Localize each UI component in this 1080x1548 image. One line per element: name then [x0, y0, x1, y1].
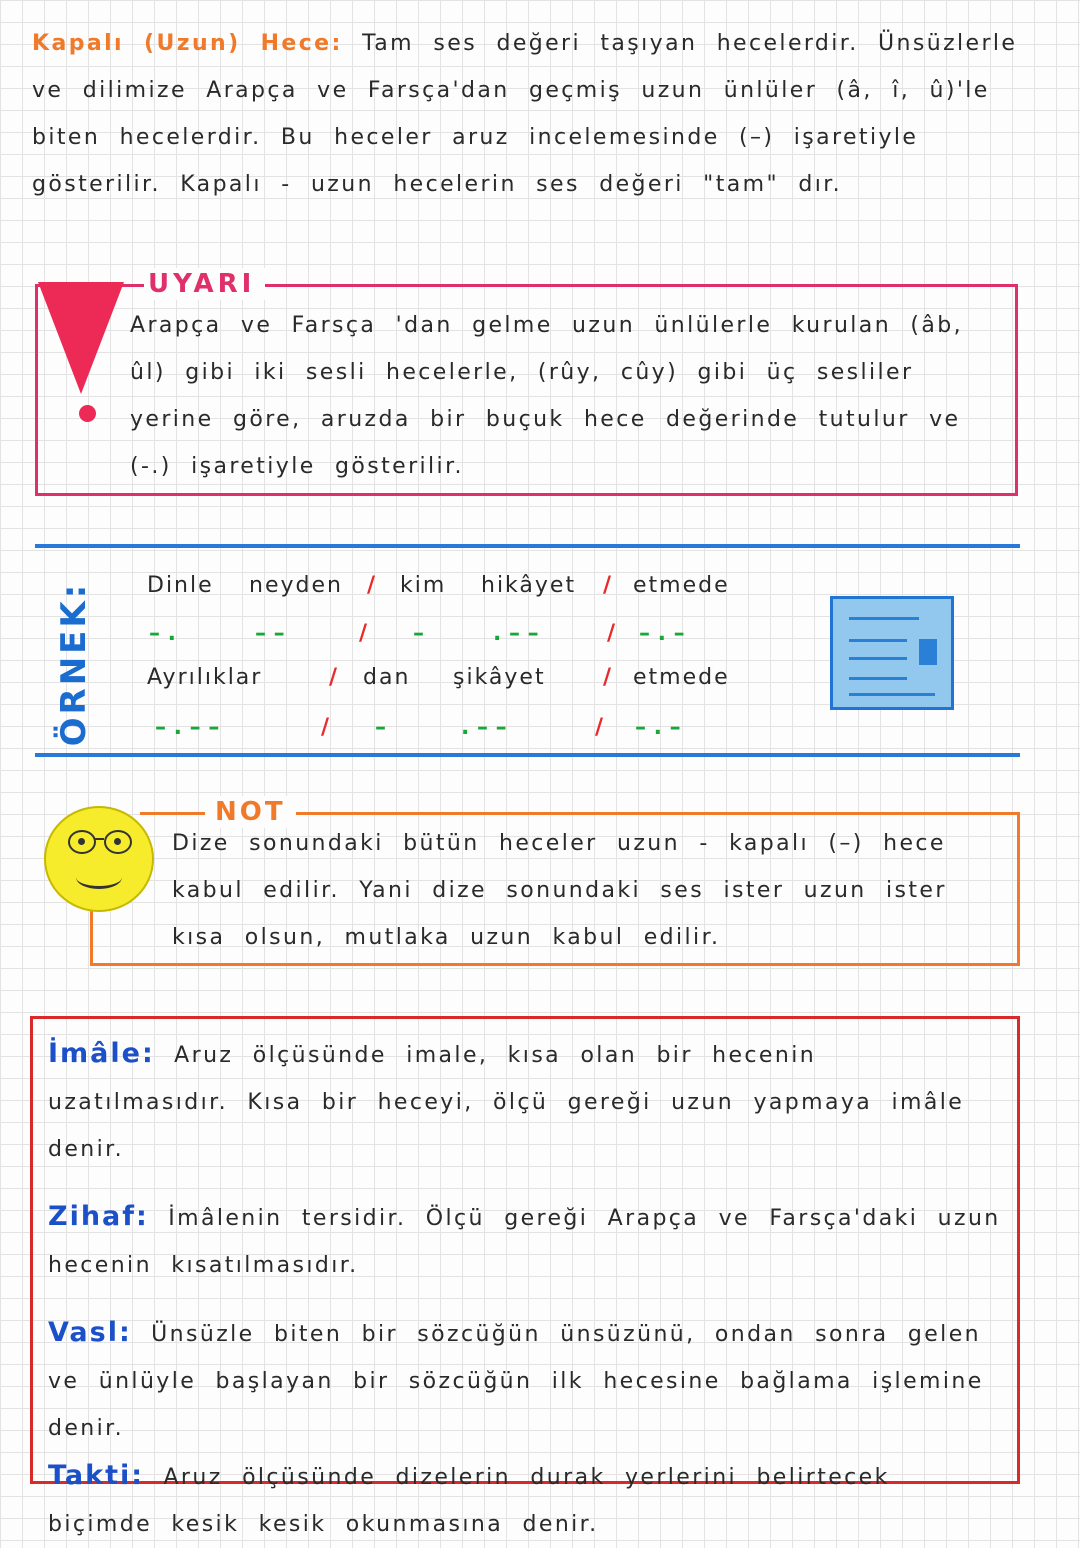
intro-term: Kapalı (Uzun) Hece:	[32, 31, 343, 56]
definition-text: Aruz ölçüsünde dizelerin durak yerlerini belirtecek biçimde kesik kesik okunmasına denir.	[48, 1465, 890, 1537]
definition-imale	[48, 1030, 1013, 1173]
example-word: kim	[400, 573, 447, 598]
meter-pattern: . – –	[493, 621, 539, 646]
example-label	[50, 581, 98, 747]
example-word: şikâyet	[453, 665, 546, 690]
example-word: etmede	[633, 573, 730, 598]
meter-pattern: – . –	[639, 621, 685, 646]
warning-dot-icon	[79, 405, 96, 422]
foot-separator: /	[595, 715, 604, 740]
note-title: NOT	[205, 796, 296, 828]
definition-vasl	[48, 1309, 1013, 1452]
meter-pattern: . – –	[461, 715, 507, 740]
foot-separator: /	[329, 665, 340, 690]
example-top-rule	[35, 544, 1020, 548]
example-word: dan	[363, 665, 411, 690]
foot-separator: /	[359, 621, 368, 646]
example-word: Ayrılıklar	[147, 665, 263, 690]
letter-card-icon	[830, 596, 954, 710]
intro-paragraph	[32, 20, 1022, 208]
example-line-1	[145, 566, 785, 606]
meter-pattern: – . –	[635, 715, 681, 740]
example-word: neyden	[249, 573, 343, 598]
example-meter-2	[145, 708, 785, 748]
foot-separator: /	[603, 665, 614, 690]
definition-term: Takti:	[48, 1460, 145, 1491]
warning-triangle-icon	[38, 282, 124, 394]
definition-text: Ünsüzle biten bir sözcüğün ünsüzünü, ondan sonra gelen ve ünlüyle başlayan bir sözcüğün ilk hecesine bağlama işlemine denir.	[48, 1322, 984, 1441]
definition-term: Zihaf:	[48, 1201, 149, 1232]
foot-separator: /	[603, 573, 614, 598]
example-word: hikâyet	[481, 573, 577, 598]
definition-term: Vasl:	[48, 1317, 132, 1348]
foot-separator: /	[607, 621, 616, 646]
definitions-list	[48, 1030, 1013, 1548]
example-word: etmede	[633, 665, 730, 690]
meter-pattern: – . – –	[155, 715, 220, 740]
smiley-face-icon	[44, 806, 154, 912]
example-meter-1	[145, 614, 785, 654]
intro-text: Tam ses değeri taşıyan hecelerdir. Ünsüzlerle ve dilimize Arapça ve Farsça'dan geçmiş uzun ünlüler (â, î, û)'le biten hecelerdir. Bu heceler aruz incelemesinde (–) işaretiyle gösterilir. Kapalı - uzun hecelerin ses değeri "tam" dır.	[32, 31, 1018, 197]
example-line-2	[145, 658, 785, 698]
example-bottom-rule	[35, 753, 1020, 757]
note-text: Dize sonundaki bütün heceler uzun - kapalı (–) hece kabul edilir. Yani dize sonundaki ses ister uzun ister kısa olsun, mutlaka uzun kabul edilir.	[172, 831, 947, 950]
meter-pattern: –	[413, 621, 424, 646]
definition-zihaf	[48, 1193, 1013, 1289]
meter-pattern: – –	[255, 621, 285, 646]
warning-title: UYARI	[144, 268, 265, 300]
meter-pattern: – .	[149, 621, 177, 646]
definition-takti	[48, 1452, 1013, 1548]
foot-separator: /	[321, 715, 330, 740]
example-word: Dinle	[147, 573, 214, 598]
definition-text: İmâlenin tersidir. Ölçü gereği Arapça ve Farsça'daki uzun hecenin kısatılmasıdır.	[48, 1206, 1001, 1278]
definition-term: İmâle:	[48, 1038, 155, 1069]
meter-pattern: –	[375, 715, 386, 740]
definition-text: Aruz ölçüsünde imale, kısa olan bir hecenin uzatılmasıdır. Kısa bir heceyi, ölçü gereği uzun yapmaya imâle denir.	[48, 1043, 965, 1162]
warning-text: Arapça ve Farsça 'dan gelme uzun ünlülerle kurulan (âb, ûl) gibi iki sesli hecelerle, (rûy, cûy) gibi üç sesliler yerine göre, aruzda bir buçuk hece değerinde tutulur ve (-.) işaretiyle gösterilir.	[130, 313, 964, 479]
example-label-text: ÖRNEK:	[54, 581, 94, 747]
foot-separator: /	[367, 573, 378, 598]
